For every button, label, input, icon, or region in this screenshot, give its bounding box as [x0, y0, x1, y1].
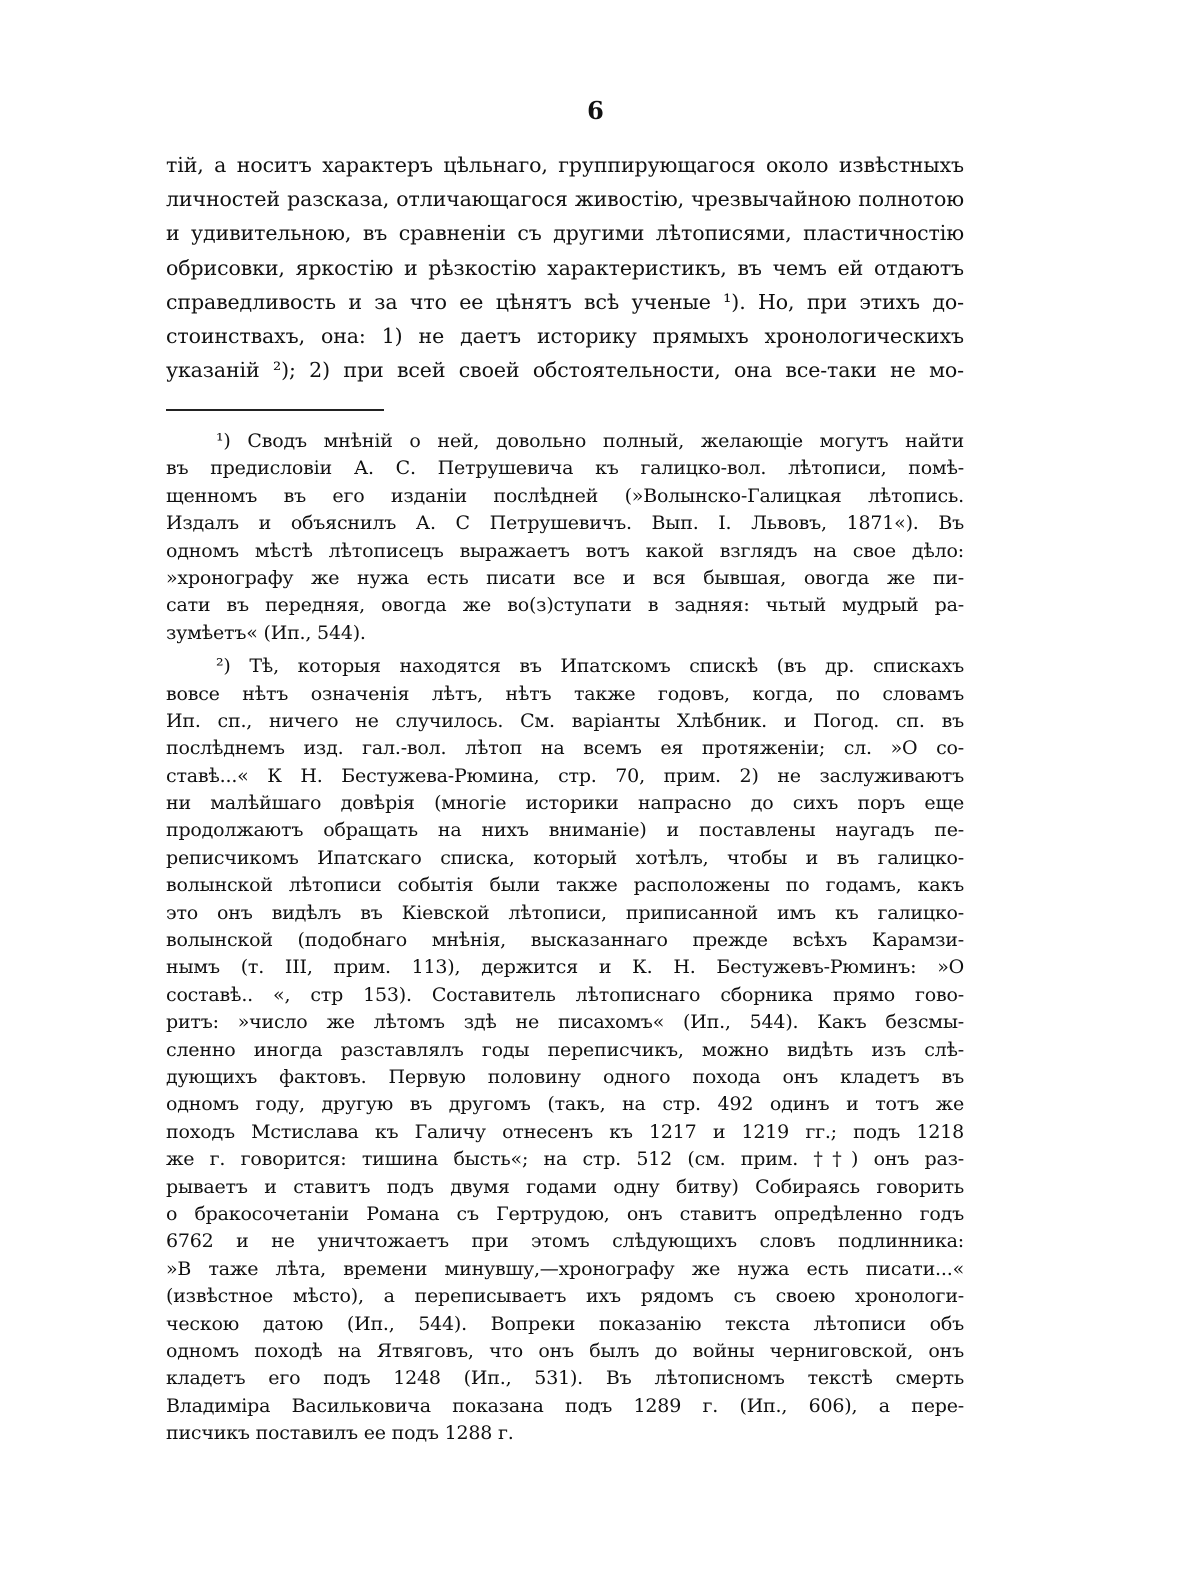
footnote-line: »хронографу же нужа есть писати все и вся бывшая, овогда же пи- [166, 566, 964, 589]
footnote-line: реписчикомъ Ипатскаго списка, который хотѣлъ, чтобы и въ галицко- [166, 846, 964, 869]
footnote-2 [166, 653, 964, 1447]
main-text-line: стоинствахъ, она: 1) не даетъ историку прямыхъ хронологическихъ [166, 323, 964, 348]
footnote-line: зумѣетъ« (Ип., 544). [166, 621, 366, 644]
footnote-line: нымъ (т. III, прим. 113), держится и К. Н. Бестужевъ-Рюминъ: »О [166, 956, 964, 979]
main-text [166, 148, 964, 387]
footnote-line: это онъ видѣлъ въ Кіевской лѣтописи, приписанной имъ къ галицко- [166, 901, 964, 924]
footnote-line: о бракосочетаніи Романа съ Гертрудою, онъ ставитъ опредѣленно годъ [166, 1202, 964, 1225]
main-text-line: обрисовки, яркостію и рѣзкостію характеристикъ, въ чемъ ей отдаютъ [166, 255, 964, 280]
footnote-line: писчикъ поставилъ ее подъ 1288 г. [166, 1422, 514, 1445]
footnote-line: волынской лѣтописи событія были также расположены по годамъ, какъ [166, 874, 964, 897]
footnote-line: кладетъ его подъ 1248 (Ип., 531). Въ лѣтописномъ текстѣ смерть [166, 1367, 964, 1390]
footnote-line: одномъ году, другую въ другомъ (такъ, на стр. 492 одинъ и тотъ же [166, 1093, 964, 1116]
main-text-line: указаній ²); 2) при всей своей обстоятельности, она все-таки не мо- [166, 358, 964, 383]
main-text-line: и удивительною, въ сравненіи съ другими лѣтописями, пластичностію [166, 221, 964, 246]
footnote-line: продолжаютъ обращать на нихъ вниманіе) и поставлены наугадъ пе- [166, 819, 964, 842]
footnote-line: же г. говорится: тишина бысть«; на стр. 512 (см. прим. ††) онъ раз- [166, 1148, 964, 1171]
footnote-line: походъ Мстислава къ Галичу отнесенъ къ 1217 и 1219 гг.; подъ 1218 [166, 1120, 964, 1143]
footnote-line: сати въ передняя, овогда же во(з)ступати в задняя: чьтый мудрый ра- [166, 594, 964, 617]
footnote-line: волынской (подобнаго мнѣнія, высказаннаго прежде всѣхъ Карамзи- [166, 929, 964, 952]
footnote-line: ²) Тѣ, которыя находятся въ Ипатскомъ спискѣ (въ др. спискахъ [216, 655, 964, 678]
footnote-line: въ предисловіи А. С. Петрушевича къ галицко-вол. лѣтописи, помѣ- [166, 457, 964, 480]
main-text-line: тій, а носитъ характеръ цѣльнаго, группирующагося около извѣстныхъ [166, 153, 964, 177]
footnote-line: одномъ походѣ на Ятвяговъ, что онъ былъ до войны черниговской, онъ [166, 1339, 964, 1362]
footnote-line: составѣ.. «, стр 153). Составитель лѣтописнаго сборника прямо гово- [166, 983, 964, 1006]
footnote-line: ческою датою (Ип., 544). Вопреки показанію текста лѣтописи объ [166, 1312, 964, 1335]
footnote-line: дующихъ фактовъ. Первую половину одного похода онъ кладетъ въ [166, 1065, 964, 1088]
footnote-line: »В таже лѣта, времени минувшу,—хронографу же нужа есть писати...« [166, 1257, 964, 1280]
footnote-line: вовсе нѣтъ означенія лѣтъ, нѣтъ также годовъ, когда, по словамъ [166, 682, 964, 705]
main-text-line: личностей разсказа, отличающагося живостію, чрезвычайною полнотою [166, 187, 964, 212]
footnote-line: Издалъ и объяснилъ А. С Петрушевичъ. Вып. I. Львовъ, 1871«). Въ [166, 512, 964, 535]
footnote-line: ритъ: »число же лѣтомъ здѣ не писахомъ« (Ип., 544). Какъ безсмы- [166, 1011, 964, 1034]
footnotes [166, 428, 964, 1447]
footnote-line: 6762 и не уничтожаетъ при этомъ слѣдующихъ словъ подлинника: [166, 1230, 964, 1253]
footnote-1 [166, 428, 964, 647]
footnote-line: ¹) Сводъ мнѣній о ней, довольно полный, желающіе могутъ найти [216, 430, 964, 452]
footnote-line: одномъ мѣстѣ лѣтописецъ выражаетъ вотъ какой взглядъ на свое дѣло: [166, 539, 964, 562]
footnote-line: ставѣ...« К Н. Бестужева-Рюмина, стр. 70, прим. 2) не заслуживаютъ [166, 764, 964, 787]
footnote-line: Владиміра Васильковича показана подъ 1289 г. (Ип., 606), а пере- [166, 1394, 964, 1417]
footnote-line: Ип. сп., ничего не случилось. См. варіанты Хлѣбник. и Погод. сп. въ [166, 709, 964, 732]
footnote-line: (извѣстное мѣсто), а переписываетъ ихъ рядомъ съ своею хронологи- [166, 1285, 964, 1308]
footnote-line: сленно иногда разставлялъ годы переписчикъ, можно видѣть изъ слѣ- [166, 1038, 964, 1061]
footnote-line: рываетъ и ставитъ подъ двумя годами одну битву) Собираясь говорить [166, 1175, 964, 1198]
footnote-line: ни малѣйшаго довѣрія (многіе историки напрасно до сихъ поръ еще [166, 792, 964, 815]
main-text-line: справедливость и за что ее цѣнятъ всѣ ученые ¹). Но, при этихъ до- [166, 289, 964, 314]
footnote-line: послѣднемъ изд. гал.-вол. лѣтоп на всемъ ея протяженіи; сл. »О со- [166, 737, 964, 760]
footnote-line: щенномъ въ его изданіи послѣдней (»Волынско-Галицкая лѣтопись. [166, 484, 964, 507]
page-number: 6 [587, 96, 604, 125]
footnote-separator [166, 409, 384, 411]
